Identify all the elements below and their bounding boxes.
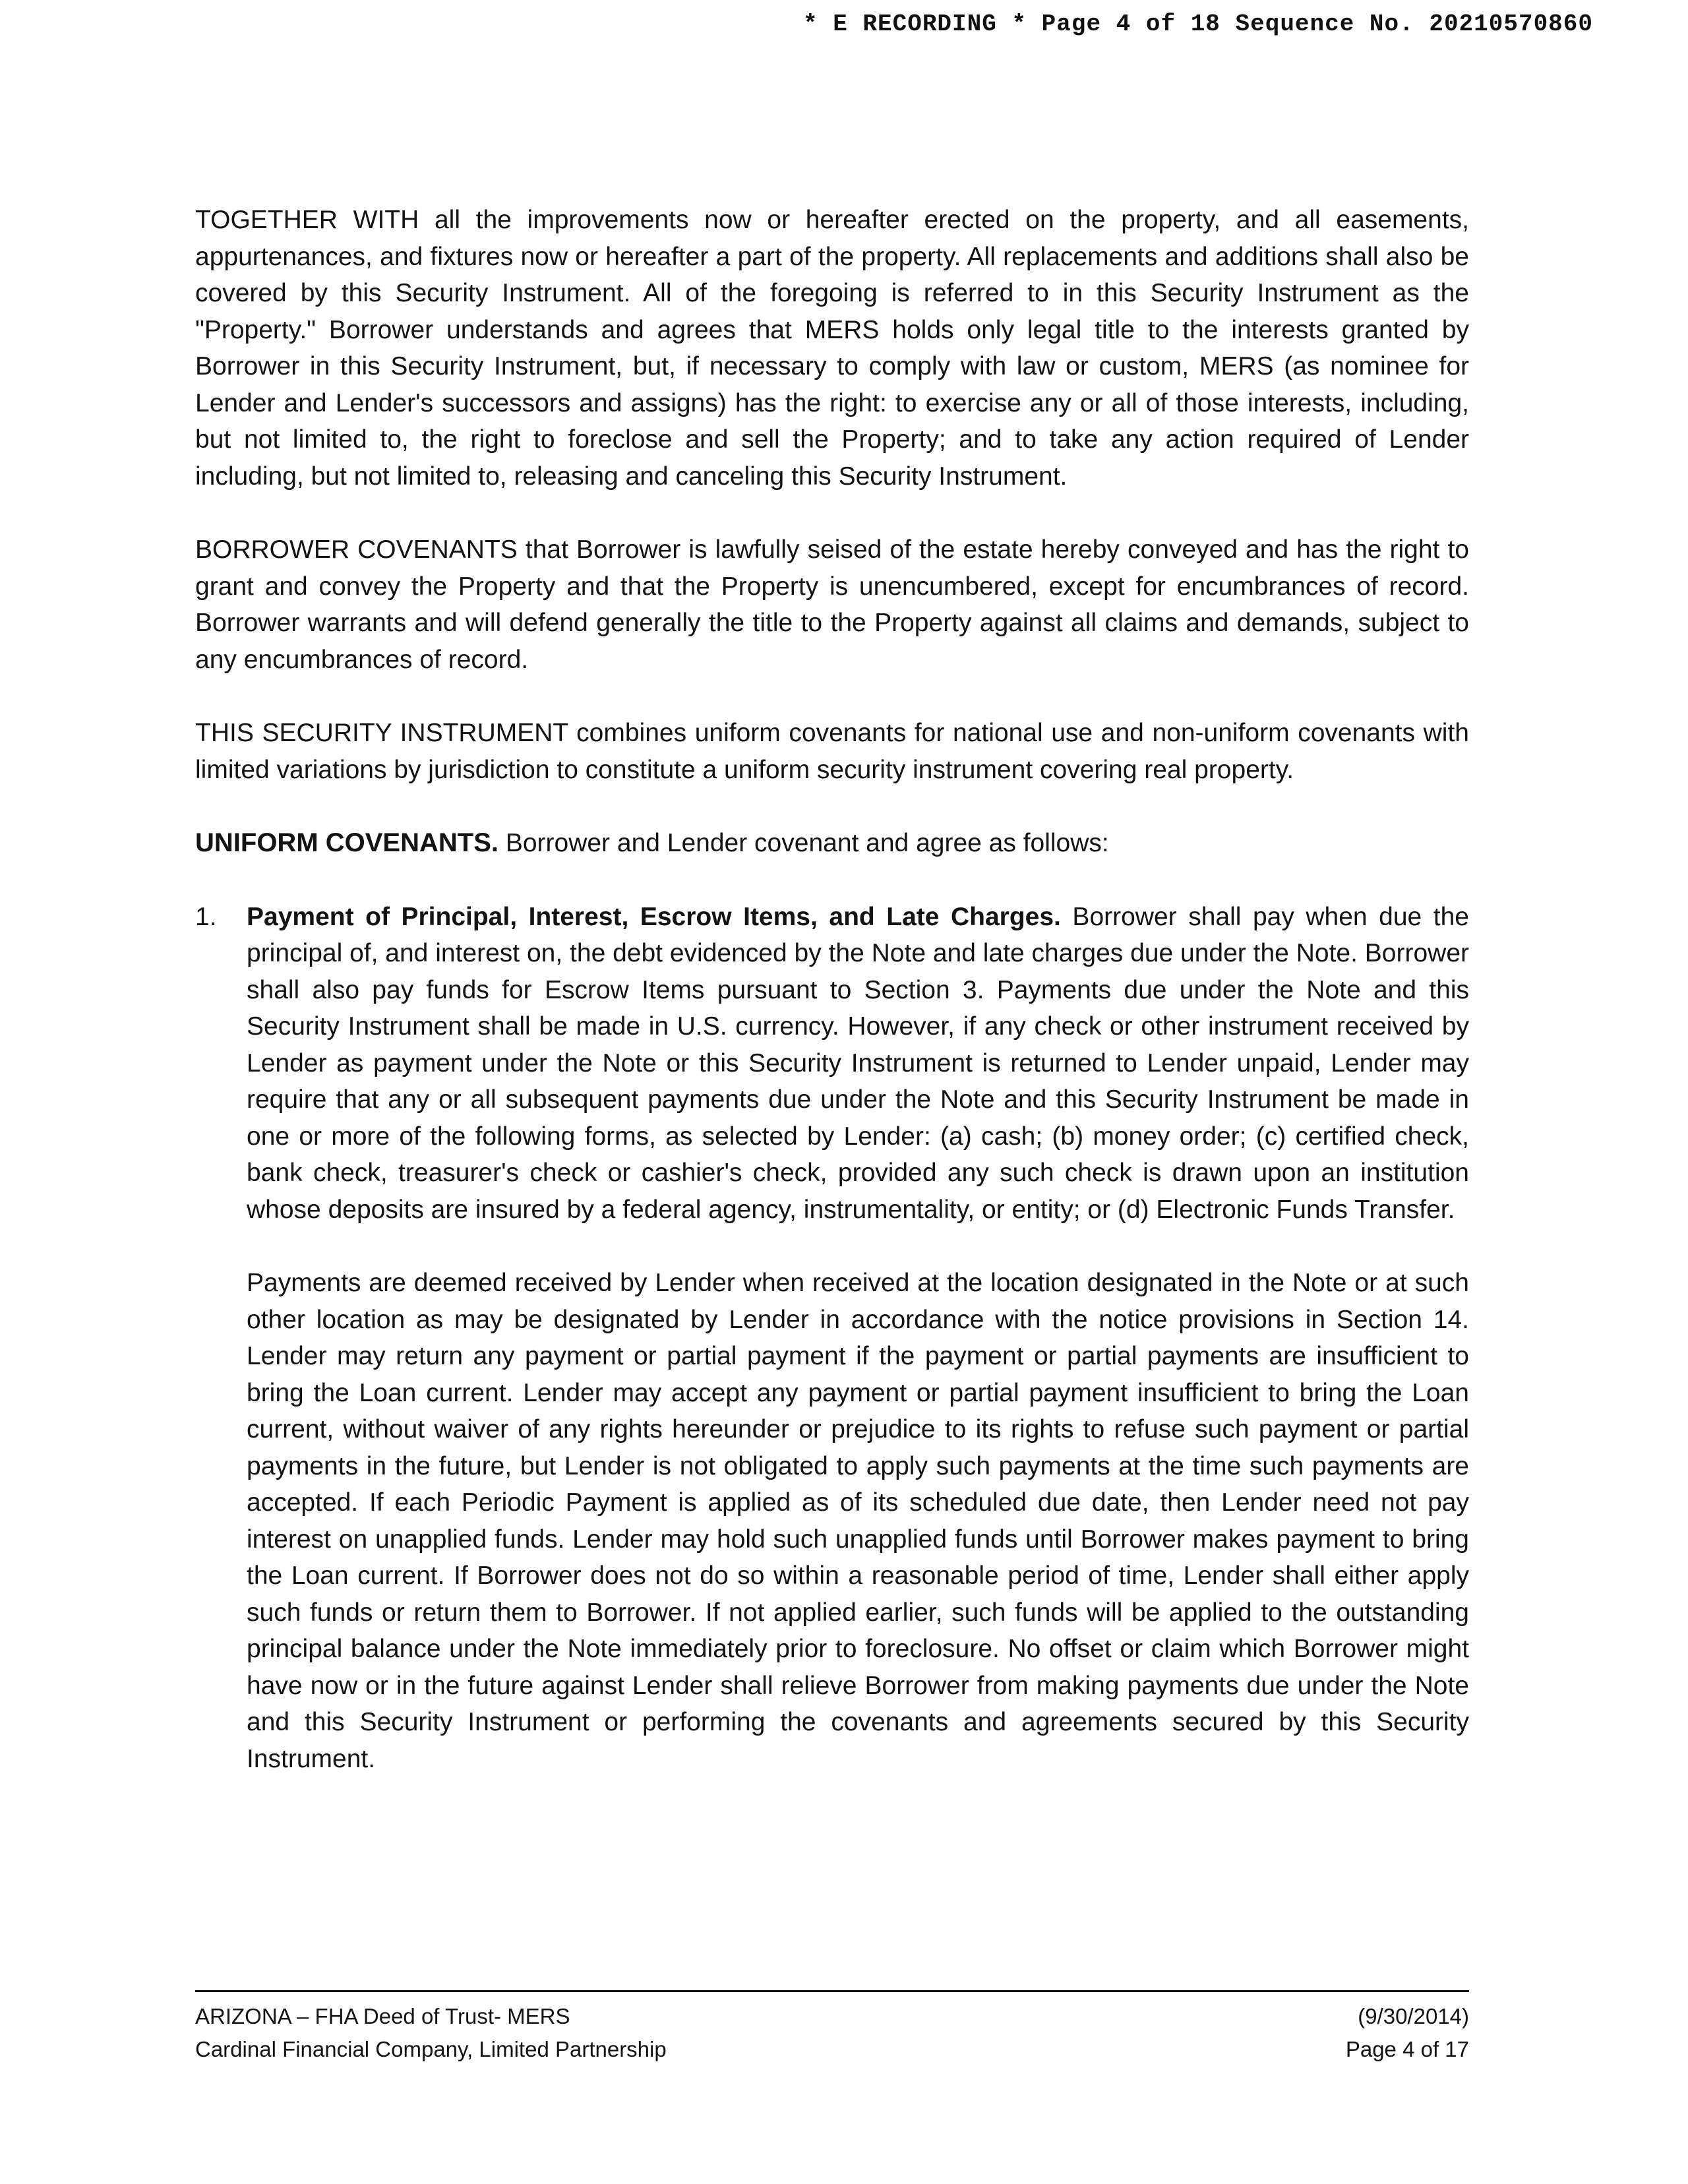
footer-date: (9/30/2014): [1358, 2004, 1469, 2028]
footer-left: [195, 2000, 667, 2066]
together-with-paragraph: TOGETHER WITH all the improvements now or hereafter erected on the property, and all easements, appurtenances, and fixtures now or hereafter a part of the property. All replacements and additions shall also be covered by this Security Instrument. All of the foregoing is referred to in this Security Instrument as the "Property." Borrower understands and agrees that MERS holds only legal title to the interests granted by Borrower in this Security Instrument, but, if necessary to comply with law or custom, MERS (as nominee for Lender and Lender's successors and assigns) has the right: to exercise any or all of those interests, including, but not limited to, the right to foreclose and sell the Property; and to take any action required of Lender including, but not limited to, releasing and canceling this Security Instrument.: [195, 206, 1469, 491]
covenant-item-number: 1.: [195, 902, 217, 931]
covenant-item-1: [195, 899, 1469, 1228]
uniform-covenants-heading: UNIFORM COVENANTS.: [195, 828, 498, 857]
uniform-covenants-text: Borrower and Lender covenant and agree as follows:: [498, 829, 1109, 857]
footer-right: [1346, 2000, 1469, 2066]
covenant-item-1-paragraph: [247, 899, 1469, 1228]
covenant-item-title: Payment of Principal, Interest, Escrow Items, and Late Charges.: [247, 902, 1061, 931]
borrower-covenants-paragraph: BORROWER COVENANTS that Borrower is lawfully seised of the estate hereby conveyed and has the right to grant and convey the Property and that the Property is unencumbered, except for encumbrances of record. Borrower warrants and will defend generally the title to the Property against all claims and demands, subject to any encumbrances of record.: [195, 535, 1469, 674]
footer-company: Cardinal Financial Company, Limited Partnership: [195, 2037, 667, 2061]
footer-page-number: Page 4 of 17: [1345, 2037, 1469, 2061]
footer-form-name: ARIZONA – FHA Deed of Trust- MERS: [195, 2004, 570, 2028]
security-instrument-paragraph: THIS SECURITY INSTRUMENT combines uniform covenants for national use and non-uniform covenants with limited variations by jurisdiction to constitute a uniform security instrument covering real property.: [195, 719, 1469, 784]
document-body: [195, 202, 1469, 1777]
uniform-covenants-line: [195, 825, 1469, 862]
payments-received-paragraph: Payments are deemed received by Lender when received at the location designated in the Note or at such other location as may be designated by Lender in accordance with the notice provisions in Section 14. Lender may return any payment or partial payment if the payment or partial payments are insufficient to bring the Loan current. Lender may accept any payment or partial payment insufficient to bring the Loan current, without waiver of any rights hereunder or prejudice to its rights to refuse such payment or partial payments in the future, but Lender is not obligated to apply such payments at the time such payments are accepted. If each Periodic Payment is applied as of its scheduled due date, then Lender need not pay interest on unapplied funds. Lender may hold such unapplied funds until Borrower makes payment to bring the Loan current. If Borrower does not do so within a reasonable period of time, Lender shall either apply such funds or return them to Borrower. If not applied earlier, such funds will be applied to the outstanding principal balance under the Note immediately prior to foreclosure. No offset or claim which Borrower might have now or in the future against Lender shall relieve Borrower from making payments due under the Note and this Security Instrument or performing the covenants and agreements secured by this Security Instrument.: [247, 1269, 1469, 1773]
page-footer: [195, 1990, 1469, 2066]
recording-header: * E RECORDING * Page 4 of 18 Sequence No. 20210570860: [803, 11, 1593, 38]
covenant-item-text: Borrower shall pay when due the principal of, and interest on, the debt evidenced by the Note and late charges due under the Note. Borrower shall also pay funds for Escrow Items pursuant to Section 3. Payments due under the Note and this Security Instrument shall be made in U.S. currency. However, if any check or other instrument received by Lender as payment under the Note or this Security Instrument is returned to Lender unpaid, Lender may require that any or all subsequent payments due under the Note and this Security Instrument be made in one or more of the following forms, as selected by Lender: (a) cash; (b) money order; (c) certified check, bank check, treasurer's check or cashier's check, provided any such check is drawn upon an institution whose deposits are insured by a federal agency, instrumentality, or entity; or (d) Electronic Funds Transfer.: [247, 902, 1469, 1224]
